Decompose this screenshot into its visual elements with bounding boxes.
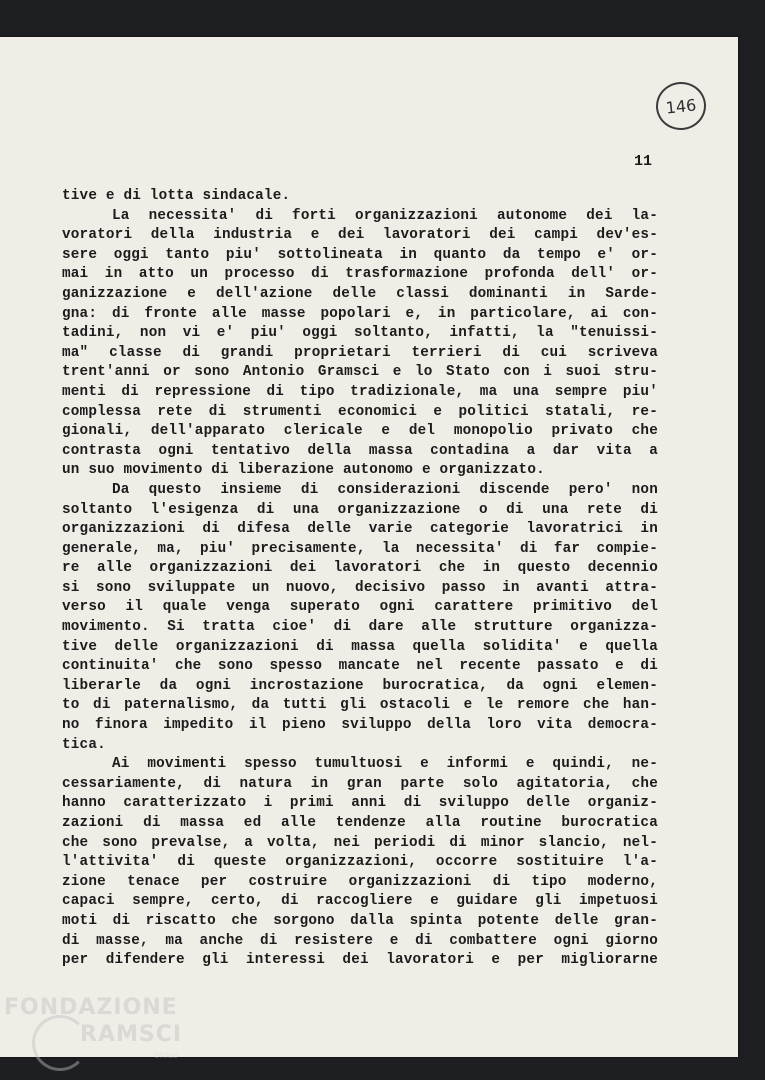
archive-number: 146 [664,94,698,118]
text-line: La necessita' di forti organizzazioni autonome dei la- [112,207,658,224]
text-line: tive delle organizzazioni di massa quella solidita' e quella [62,638,658,655]
document-body [62,187,658,971]
text-line: sere oggi tanto piu' sottolineata in quanto da tempo e' or- [62,246,658,263]
text-line: un suo movimento di liberazione autonomo e organizzato. [62,462,545,479]
text-line: ma" classe di grandi proprietari terrieri di cui scriveva [62,344,658,361]
text-line: continuita' che sono spesso mancate nel recente passato e di [62,658,658,675]
text-line: gionali, dell'apparato clericale e del monopolio privato che [62,423,658,440]
text-line: gna: di fronte alle masse popolari e, in particolare, ai con- [62,305,658,322]
text-line: l'attivita' di queste organizzazioni, occorre sostituire l'a- [62,854,658,871]
watermark-line-3: onlus [154,1051,179,1061]
text-line: soltanto l'esigenza di una organizzazione o di una rete di [62,501,658,518]
text-line: hanno caratterizzato i primi anni di sviluppo delle organiz- [62,795,658,812]
watermark-line-1: FONDAZIONE [4,995,178,1020]
text-line: voratori della industria e dei lavoratori dei campi dev'es- [62,227,658,244]
text-line: per difendere gli interessi dei lavoratori e per migliorarne [62,952,658,969]
text-line: tadini, non vi e' piu' oggi soltanto, infatti, la "tenuissi- [62,325,658,342]
text-line: ganizzazione e dell'azione delle classi dominanti in Sarde- [62,285,658,302]
archive-stamp [654,80,709,133]
text-line: to di paternalismo, da tutti gli ostacoli e le remore che han- [62,697,658,714]
text-line: tica. [62,736,106,753]
text-line: moti di riscatto che sorgono dalla spinta potente delle gran- [62,912,658,929]
document-page [0,37,738,1057]
text-line: trent'anni or sono Antonio Gramsci e lo Stato con i suoi stru- [62,364,658,381]
text-line: liberarle da ogni incrostazione burocratica, da ogni elemen- [62,677,658,694]
text-line: di masse, ma anche di resistere e di combattere ogni giorno [62,932,658,949]
text-line: generale, ma, piu' precisamente, la necessita' di far compie- [62,540,658,557]
text-line: contrasta ogni tentativo della massa contadina a dar vita a [62,442,658,459]
text-line: verso il quale venga superato ogni carattere primitivo del [62,599,658,616]
text-line: zazioni di massa ed alle tendenze alla routine burocratica [62,815,658,831]
text-line: tive e di lotta sindacale. [62,188,291,204]
text-line: capaci sempre, certo, di raccogliere e guidare gli impetuosi [62,893,658,910]
watermark-line-2: RAMSCI [80,1022,183,1047]
fondazione-gramsci-watermark [4,995,204,1075]
text-line: no finora impedito il pieno sviluppo della loro vita democra- [62,717,658,734]
text-line: Da questo insieme di considerazioni discende pero' non [112,481,658,498]
text-line: cessariamente, di natura in gran parte solo agitatoria, che [62,775,658,792]
text-line: movimento. Si tratta cioe' di dare alle strutture organizza- [62,619,658,636]
page-number: 11 [634,153,653,170]
text-line: che sono prevalse, a volta, nei periodi di minor slancio, nel- [62,834,658,851]
text-line: mai in atto un processo di trasformazione profonda dell' or- [62,266,658,283]
text-line: Ai movimenti spesso tumultuosi e informi e quindi, ne- [112,756,658,773]
text-line: organizzazioni di difesa delle varie categorie lavoratrici in [62,521,658,538]
text-line: menti di repressione di tipo tradizionale, ma una sempre piu' [62,383,658,400]
text-line: si sono sviluppate un nuovo, decisivo passo in avanti attra- [62,579,658,596]
text-line: complessa rete di strumenti economici e politici statali, re- [62,403,658,420]
text-line: re alle organizzazioni dei lavoratori che in questo decennio [62,560,658,577]
text-line: zione tenace per costruire organizzazioni di tipo moderno, [62,873,658,890]
